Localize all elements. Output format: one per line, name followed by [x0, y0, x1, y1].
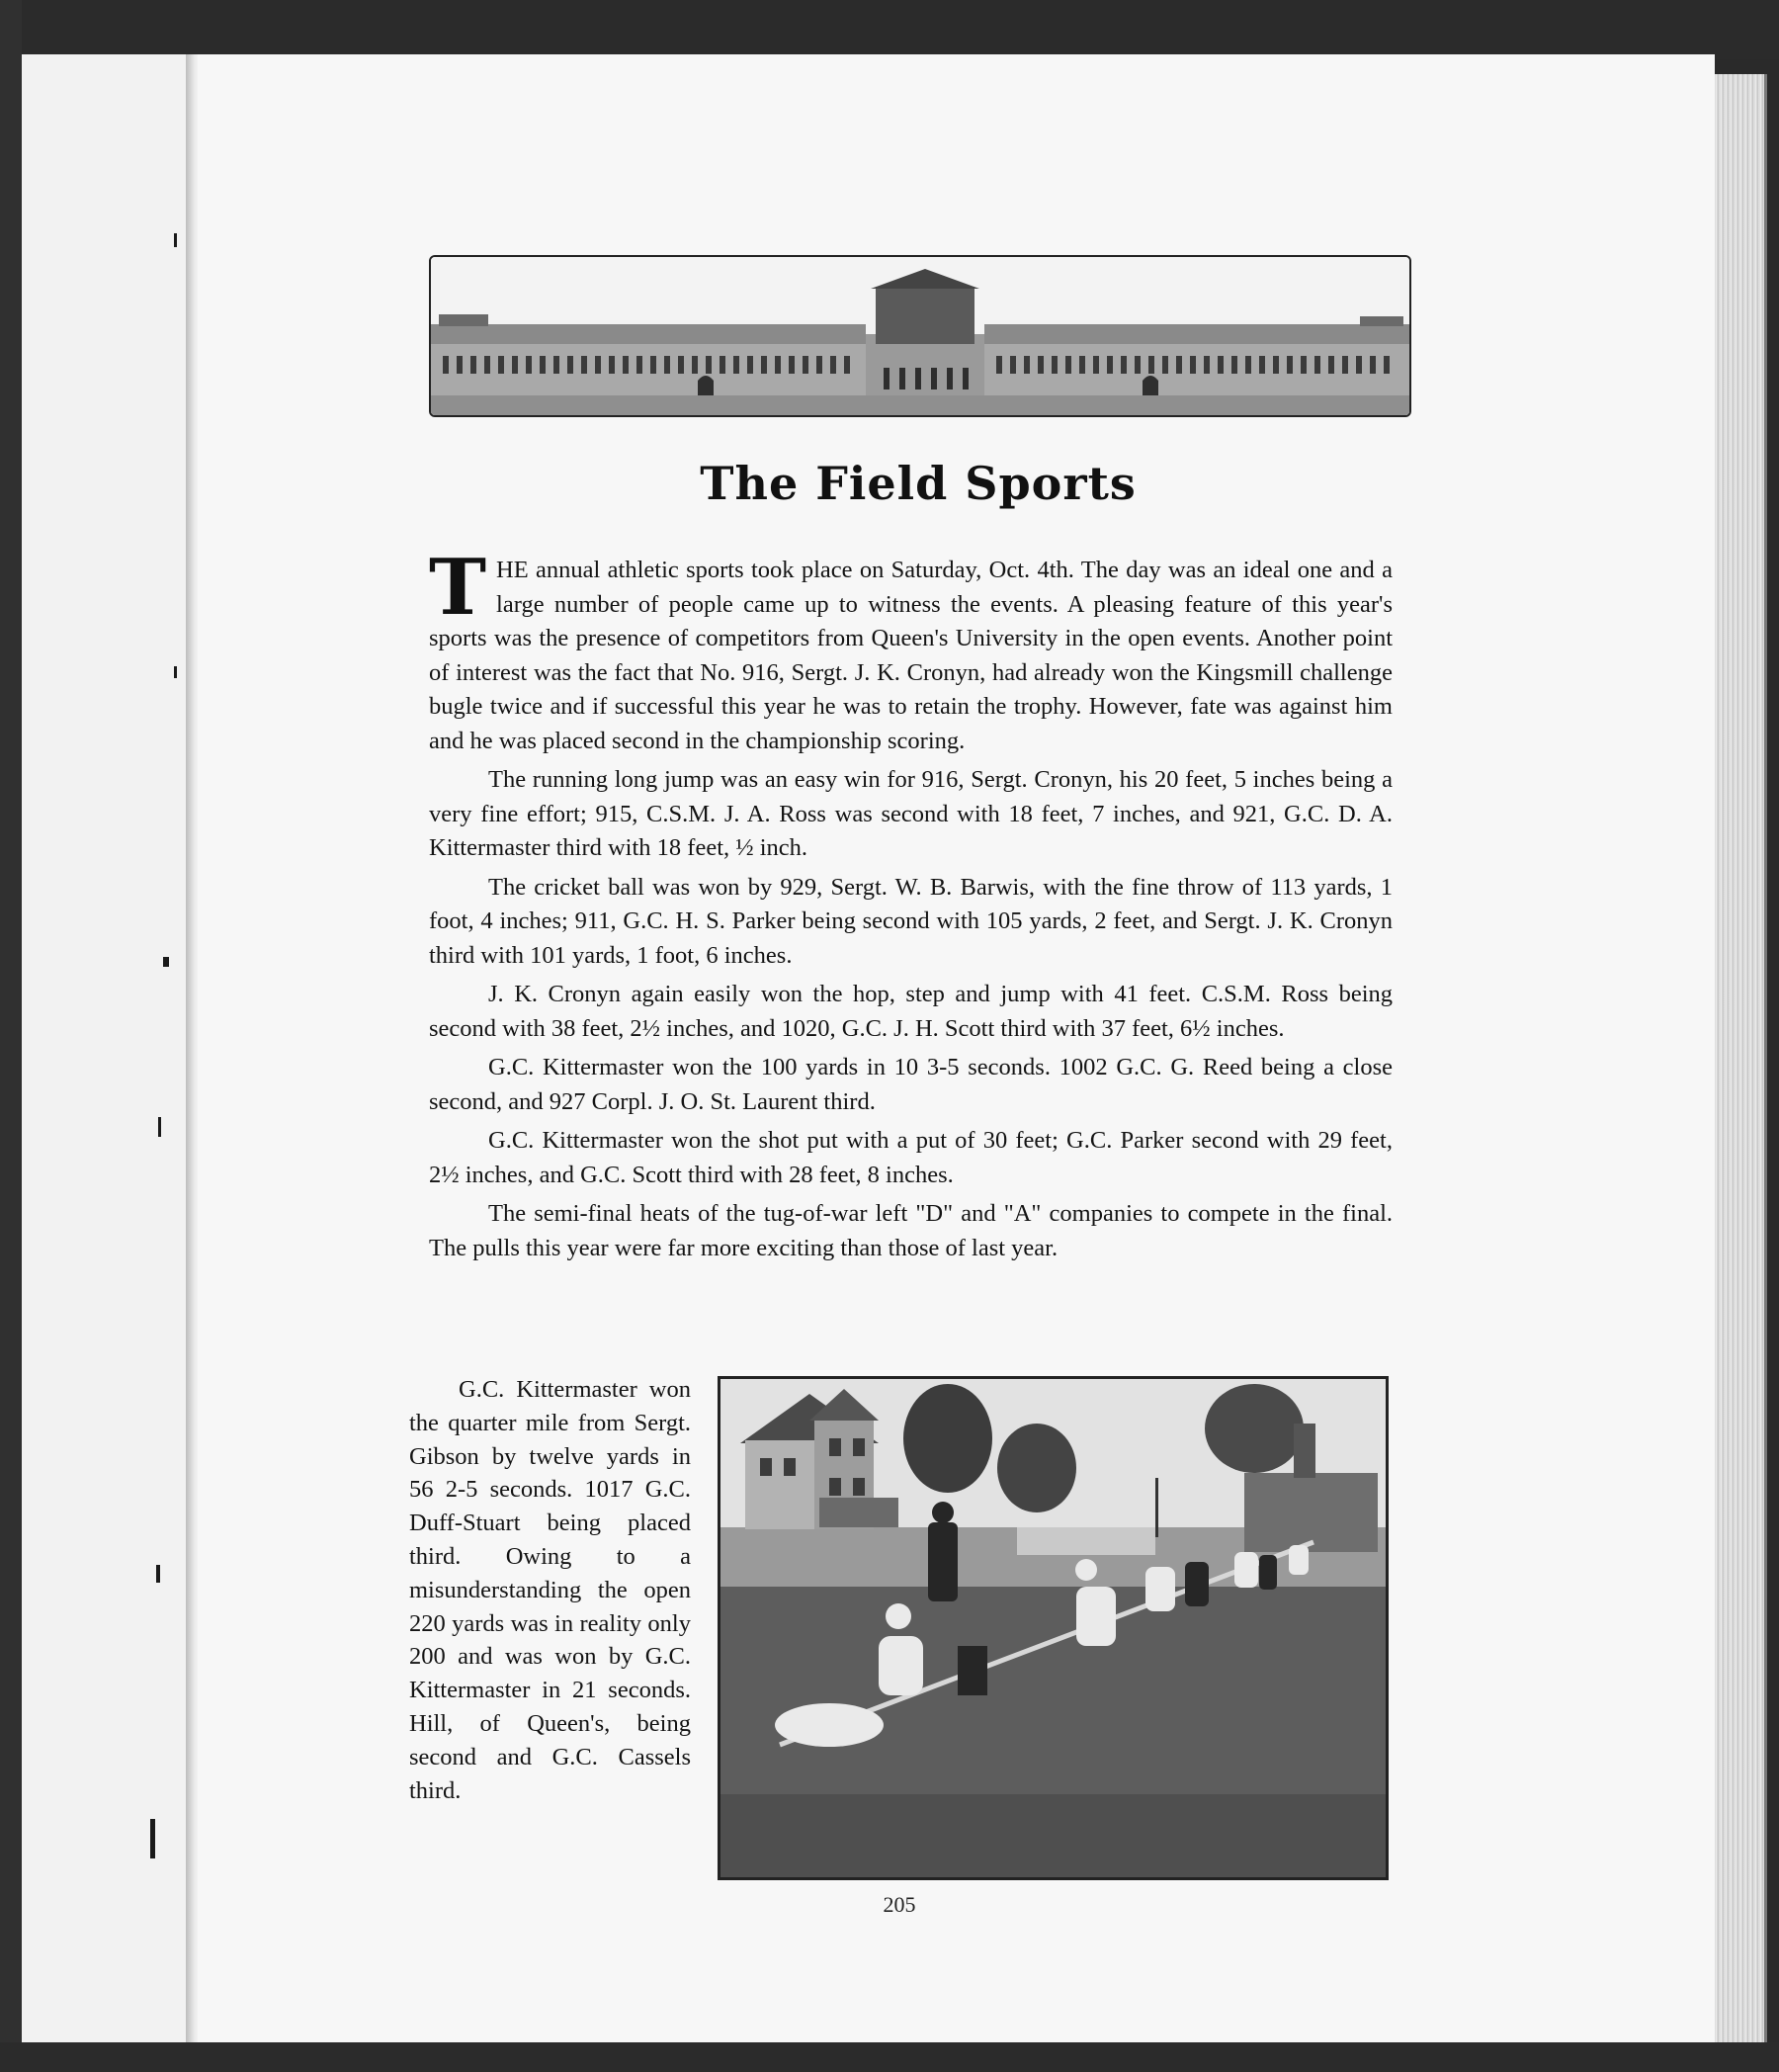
fort-building-illustration — [431, 257, 1409, 415]
margin-speck — [158, 1117, 161, 1137]
margin-speck — [156, 1565, 160, 1583]
paragraph-intro — [429, 543, 1393, 758]
scan-border-left — [0, 0, 22, 2072]
paragraph-text: HE annual athletic sports took place on Saturday, Oct. 4th. The day was an ideal one and a large number of people came up to witness the events. A pleasing feature of this year's sports was the presence of competitors from Queen's University in the open events. Another point of interest was the fact that No. 916, Sergt. J. K. Cronyn, had already won the Kingsmill challenge bugle twice and if successful this year he was to retain the trophy. However, fate was against him and he was placed second in the championship scoring. — [429, 557, 1393, 754]
drop-cap: T — [429, 543, 487, 633]
side-column-text — [409, 1373, 691, 1807]
scan-border-top — [0, 0, 1779, 59]
margin-speck — [163, 957, 169, 967]
paragraph-cricket-ball: The cricket ball was won by 929, Sergt. W. B. Barwis, with the fine throw of 113 yards, 1 foot, 4 inches; 911, G.C. H. S. Parker being second with 105 yards, 2 feet, and Sergt. J. K. Cronyn third with 101 yards, 1 foot, 6 inches. — [429, 873, 1393, 969]
article-body — [429, 543, 1393, 1270]
scan-border-bottom — [0, 2042, 1779, 2072]
paragraph-hop-step-jump: J. K. Cronyn again easily won the hop, step and jump with 41 feet. C.S.M. Ross being second with 38 feet, 2½ inches, and 1020, G.C. J. H. Scott third with 37 feet, 6½ inches. — [429, 981, 1393, 1042]
paragraph-100-yards: G.C. Kittermaster won the 100 yards in 10 3-5 seconds. 1002 G.C. G. Reed being a close second, and 927 Corpl. J. O. St. Laurent third. — [429, 1054, 1393, 1115]
margin-speck — [174, 233, 177, 247]
paragraph-long-jump: The running long jump was an easy win for 916, Sergt. Cronyn, his 20 feet, 5 inches being a very fine effort; 915, C.S.M. J. A. Ross was second with 18 feet, 7 inches, and 921, G.C. D. A. Kittermaster third with 18 feet, ½ inch. — [429, 766, 1393, 861]
paragraph-quarter-mile: G.C. Kittermaster won the quarter mile from Sergt. Gibson by twelve yards in 56 2-5 seconds. 1017 G.C. Duff-Stuart being placed third. Owing to a misunderstanding the open 220 yards was in reality only 200 and was won by G.C. Kittermaster in 21 seconds. Hill, of Queen's, being second and G.C. Cassels third. — [409, 1376, 691, 1804]
page-stack-edges — [1715, 74, 1767, 2046]
header-illustration — [429, 255, 1411, 417]
left-page-edge — [22, 54, 191, 2046]
tug-of-war-photo — [718, 1376, 1389, 1880]
paragraph-shot-put: G.C. Kittermaster won the shot put with a put of 30 feet; G.C. Parker second with 29 feet, 2½ inches, and G.C. Scott third with 28 feet, 8 inches. — [429, 1127, 1393, 1188]
margin-speck — [150, 1819, 155, 1858]
page-number: 205 — [883, 1892, 916, 1917]
tug-of-war-photo-image — [720, 1379, 1386, 1877]
paragraph-tug-of-war: The semi-final heats of the tug-of-war left "D" and "A" companies to compete in the final. The pulls this year were far more exciting than those of last year. — [429, 1200, 1393, 1261]
page-title: The Field Sports — [700, 457, 1137, 510]
margin-speck — [174, 666, 177, 678]
